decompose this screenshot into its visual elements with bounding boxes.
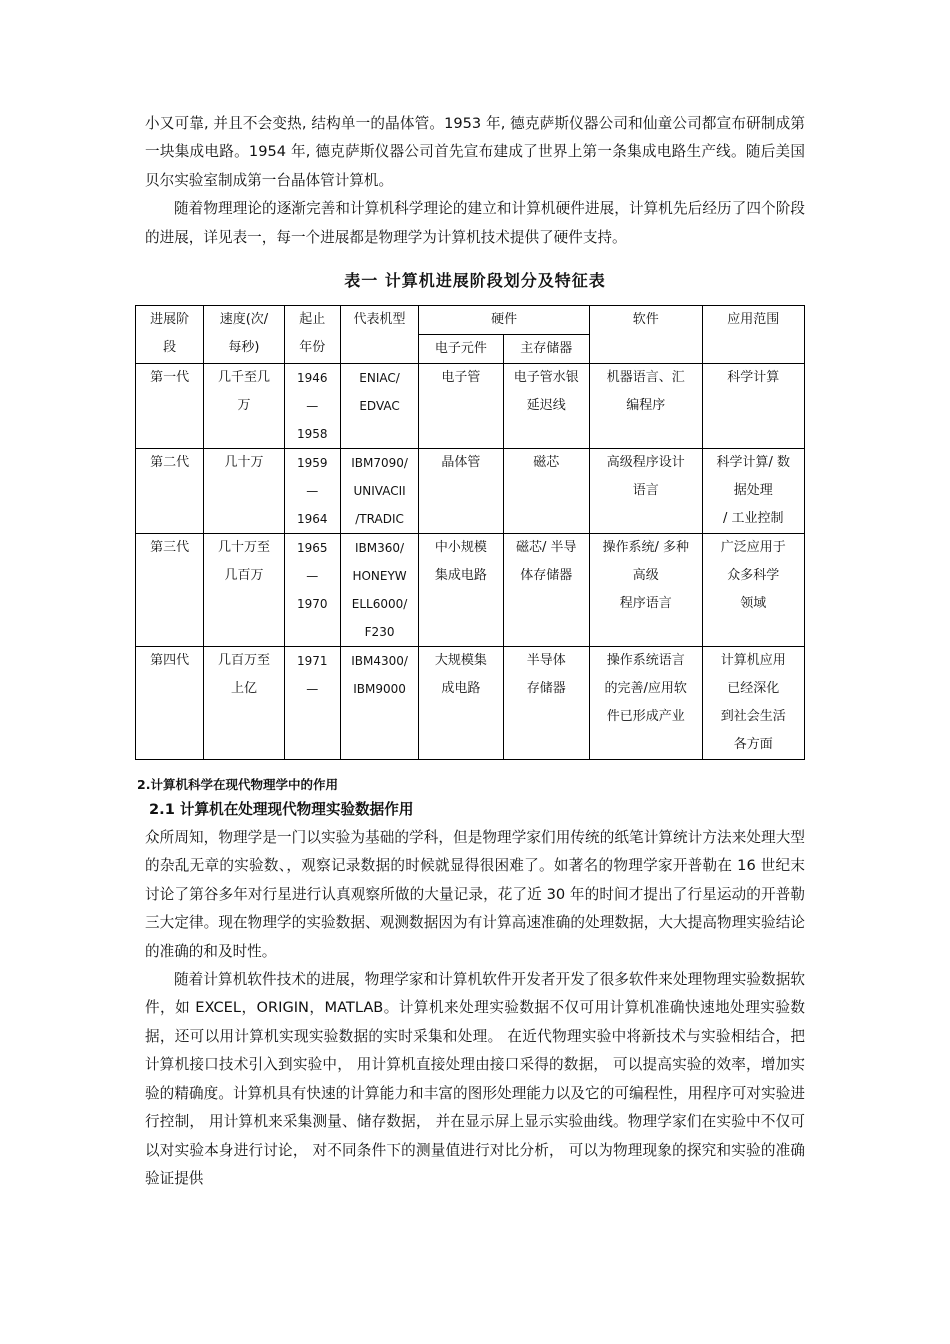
cell-years: 1946 — 1958 [284, 364, 340, 449]
header-hardware: 硬件 [419, 306, 590, 335]
header-years: 起止 年份 [284, 306, 340, 364]
cell-software: 机器语言、汇 编程序 [590, 364, 703, 449]
header-model: 代表机型 [340, 306, 418, 364]
cell-stage: 第四代 [136, 647, 204, 760]
cell-years: 1965 — 1970 [284, 534, 340, 647]
cell-component: 大规模集 成电路 [419, 647, 503, 760]
table-caption: 表一 计算机进展阶段划分及特征表 [344, 271, 606, 291]
cell-model: ENIAC/ EDVAC [340, 364, 418, 449]
header-memory: 主存储器 [503, 335, 589, 364]
cell-software: 操作系统/ 多种 高级 程序语言 [590, 534, 703, 647]
cell-software: 高级程序设计 语言 [590, 449, 703, 534]
cell-speed: 几百万至 上亿 [204, 647, 284, 760]
header-scope: 应用范围 [702, 306, 805, 364]
cell-years: 1971 — [284, 647, 340, 760]
cell-memory: 半导体 存储器 [503, 647, 589, 760]
cell-stage: 第二代 [136, 449, 204, 534]
cell-model: IBM4300/ IBM9000 [340, 647, 418, 760]
cell-memory: 电子管水银 延迟线 [503, 364, 589, 449]
document-page [137, 110, 805, 1193]
header-software: 软件 [590, 306, 703, 364]
computer-generations-table [135, 305, 805, 760]
paragraph-physics-data: 众所周知，物理学是一门以实验为基础的学科，但是物理学家们用传统的纸笔计算统计方法来处理大型的杂乱无章的实验数、，观察记录数据的时候就显得很困难了。如著名的物理学家开普勒在 16 世纪末讨论了第谷多年对行星进行认真观察所做的大量记录，花了近 30 年的时间才提出了行星运动的开普勒三大定律。现在物理学的实验数据、观测数据因为有计算高速准确的处理数据，大大提高物理实验结论的准确的和及时性。 [145, 829, 805, 960]
cell-stage: 第一代 [136, 364, 204, 449]
header-stage: 进展阶 段 [136, 306, 204, 364]
cell-scope: 广泛应用于 众多科学 领域 [702, 534, 805, 647]
table-row [136, 647, 805, 760]
cell-model: IBM7090/ UNIVACII /TRADIC [340, 449, 418, 534]
cell-speed: 几十万至 几百万 [204, 534, 284, 647]
paragraph-computer-stages: 随着物理理论的逐渐完善和计算机科学理论的建立和计算机硬件进展，计算机先后经历了四个阶段的进展，详见表一，每一个进展都是物理学为计算机技术提供了硬件支持。 [145, 200, 805, 246]
cell-component: 电子管 [419, 364, 503, 449]
cell-stage: 第三代 [136, 534, 204, 647]
cell-component: 晶体管 [419, 449, 503, 534]
table-row [136, 364, 805, 449]
table-header-row [136, 306, 805, 335]
cell-scope: 科学计算 [702, 364, 805, 449]
section-2-1-heading: 2.1 计算机在处理现代物理实验数据作用 [149, 801, 414, 819]
cell-speed: 几千至几 万 [204, 364, 284, 449]
table-row [136, 534, 805, 647]
cell-model: IBM360/ HONEYW ELL6000/ F230 [340, 534, 418, 647]
cell-scope: 计算机应用 已经深化 到社会生活 各方面 [702, 647, 805, 760]
paragraph-transistor-history: 小又可靠, 并且不会变热, 结构单一的晶体管。1953 年, 德克萨斯仪器公司和仙童公司都宣布研制成第一块集成电路。1954 年, 德克萨斯仪器公司首先宣布建成了世界上第一条集成电路生产线。随后美国贝尔实验室制成第一台晶体管计算机。 [145, 115, 805, 189]
cell-speed: 几十万 [204, 449, 284, 534]
header-component: 电子元件 [419, 335, 503, 364]
table-row [136, 449, 805, 534]
paragraph-software-tools: 随着计算机软件技术的进展，物理学家和计算机软件开发者开发了很多软件来处理物理实验数据软件，如 EXCEL，ORIGIN，MATLAB。计算机来处理实验数据不仅可用计算机准确快速地处理实验数据，还可以用计算机实现实验数据的实时采集和处理。 在近代物理实验中将新技术与实验相结合，把计算机接口技术引入到实验中， 用计算机直接处理由接口采得的数据， 可以提高实验的效率，增加实验的精确度。计算机具有快速的计算能力和丰富的图形处理能力以及它的可编程性，用程序可对实验进行控制， 用计算机来采集测量、储存数据， 并在显示屏上显示实验曲线。物理学家们在实验中不仅可以对实验本身进行讨论， 对不同条件下的测量值进行对比分析， 可以为物理现象的探究和实验的准确验证提供 [145, 971, 805, 1187]
cell-memory: 磁芯 [503, 449, 589, 534]
header-speed: 速度(次/ 每秒) [204, 306, 284, 364]
cell-memory: 磁芯/ 半导 体存储器 [503, 534, 589, 647]
cell-scope: 科学计算/ 数 据处理 / 工业控制 [702, 449, 805, 534]
cell-component: 中小规模 集成电路 [419, 534, 503, 647]
section-2-heading: 2.计算机科学在现代物理学中的作用 [137, 777, 338, 793]
cell-software: 操作系统语言 的完善/应用软 件已形成产业 [590, 647, 703, 760]
cell-years: 1959 — 1964 [284, 449, 340, 534]
